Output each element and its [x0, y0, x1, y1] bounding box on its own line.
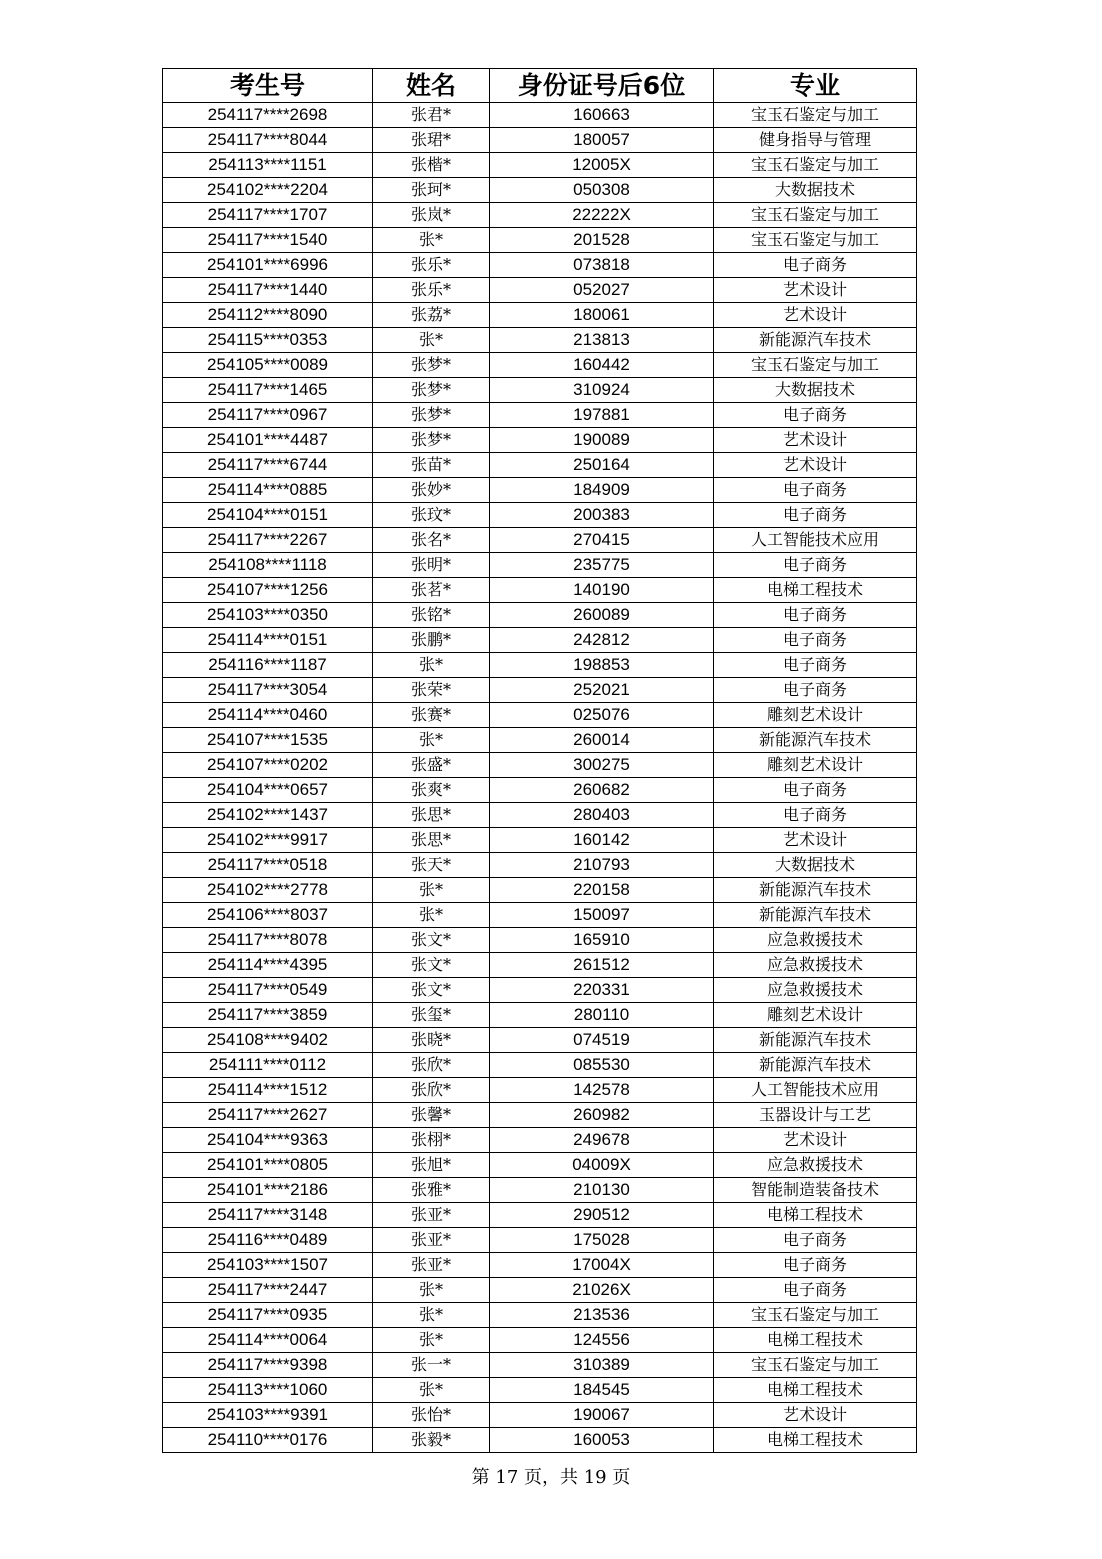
table-row	[163, 1178, 917, 1203]
id-last6-cell: 260682	[490, 778, 714, 803]
id-last6-cell: 213536	[490, 1303, 714, 1328]
id-last6-cell: 142578	[490, 1078, 714, 1103]
name-cell: 张栩*	[373, 1128, 490, 1153]
candidate-number-cell: 254103****9391	[163, 1403, 373, 1428]
candidate-number-cell: 254101****6996	[163, 253, 373, 278]
major-cell: 智能制造装备技术	[714, 1178, 917, 1203]
table-row	[163, 578, 917, 603]
major-cell: 宝玉石鉴定与加工	[714, 1303, 917, 1328]
candidate-number-cell: 254117****3859	[163, 1003, 373, 1028]
id-last6-cell: 160442	[490, 353, 714, 378]
major-cell: 玉器设计与工艺	[714, 1103, 917, 1128]
major-cell: 应急救援技术	[714, 928, 917, 953]
name-cell: 张珺*	[373, 128, 490, 153]
table-row	[163, 953, 917, 978]
name-cell: 张爽*	[373, 778, 490, 803]
candidate-number-cell: 254112****8090	[163, 303, 373, 328]
major-cell: 电子商务	[714, 503, 917, 528]
major-cell: 电梯工程技术	[714, 1328, 917, 1353]
id-last6-cell: 200383	[490, 503, 714, 528]
candidate-number-cell: 254114****0460	[163, 703, 373, 728]
id-last6-cell: 074519	[490, 1028, 714, 1053]
major-cell: 新能源汽车技术	[714, 903, 917, 928]
major-cell: 应急救援技术	[714, 1153, 917, 1178]
name-cell: 张梦*	[373, 403, 490, 428]
id-last6-cell: 050308	[490, 178, 714, 203]
candidate-number-cell: 254117****1440	[163, 278, 373, 303]
name-cell: 张文*	[373, 928, 490, 953]
candidate-number-cell: 254117****1540	[163, 228, 373, 253]
name-cell: 张天*	[373, 853, 490, 878]
table-row	[163, 453, 917, 478]
major-cell: 雕刻艺术设计	[714, 1003, 917, 1028]
id-last6-cell: 17004X	[490, 1253, 714, 1278]
table-row	[163, 1028, 917, 1053]
table-row	[163, 278, 917, 303]
table-row	[163, 1228, 917, 1253]
table-row	[163, 1103, 917, 1128]
id-last6-cell: 085530	[490, 1053, 714, 1078]
major-cell: 新能源汽车技术	[714, 1053, 917, 1078]
candidate-number-cell: 254101****2186	[163, 1178, 373, 1203]
major-cell: 宝玉石鉴定与加工	[714, 353, 917, 378]
name-cell: 张文*	[373, 953, 490, 978]
major-cell: 宝玉石鉴定与加工	[714, 1353, 917, 1378]
major-cell: 大数据技术	[714, 178, 917, 203]
id-last6-cell: 160053	[490, 1428, 714, 1453]
candidate-number-cell: 254107****1535	[163, 728, 373, 753]
major-cell: 艺术设计	[714, 278, 917, 303]
table-row	[163, 878, 917, 903]
id-last6-cell: 160663	[490, 103, 714, 128]
major-cell: 电梯工程技术	[714, 1378, 917, 1403]
name-cell: 张楷*	[373, 153, 490, 178]
candidate-number-cell: 254107****1256	[163, 578, 373, 603]
name-cell: 张*	[373, 1303, 490, 1328]
candidate-number-cell: 254103****0350	[163, 603, 373, 628]
candidate-number-cell: 254117****3054	[163, 678, 373, 703]
table-row	[163, 1303, 917, 1328]
id-last6-cell: 290512	[490, 1203, 714, 1228]
table-row	[163, 1403, 917, 1428]
table-row	[163, 703, 917, 728]
page-number: 第 17 页，共 19 页	[471, 1467, 631, 1488]
table-row	[163, 728, 917, 753]
id-last6-cell: 280110	[490, 1003, 714, 1028]
major-cell: 新能源汽车技术	[714, 328, 917, 353]
name-cell: 张乐*	[373, 278, 490, 303]
name-cell: 张名*	[373, 528, 490, 553]
name-cell: 张*	[373, 328, 490, 353]
id-last6-cell: 124556	[490, 1328, 714, 1353]
name-cell: 张*	[373, 1328, 490, 1353]
candidate-number-cell: 254117****6744	[163, 453, 373, 478]
table-row	[163, 753, 917, 778]
id-last6-cell: 052027	[490, 278, 714, 303]
table-row	[163, 1203, 917, 1228]
id-last6-cell: 184909	[490, 478, 714, 503]
table-row	[163, 1328, 917, 1353]
candidate-number-cell: 254105****0089	[163, 353, 373, 378]
table-row	[163, 1003, 917, 1028]
candidate-number-cell: 254117****8078	[163, 928, 373, 953]
name-cell: 张乐*	[373, 253, 490, 278]
major-cell: 宝玉石鉴定与加工	[714, 203, 917, 228]
candidate-number-cell: 254102****1437	[163, 803, 373, 828]
id-last6-cell: 12005X	[490, 153, 714, 178]
major-cell: 艺术设计	[714, 428, 917, 453]
candidate-number-cell: 254117****9398	[163, 1353, 373, 1378]
name-cell: 张梦*	[373, 378, 490, 403]
major-cell: 应急救援技术	[714, 953, 917, 978]
id-last6-cell: 310924	[490, 378, 714, 403]
name-cell: 张珂*	[373, 178, 490, 203]
table-row	[163, 478, 917, 503]
table-row	[163, 228, 917, 253]
major-cell: 大数据技术	[714, 853, 917, 878]
name-cell: 张玺*	[373, 1003, 490, 1028]
id-last6-cell: 260089	[490, 603, 714, 628]
candidate-number-cell: 254101****0805	[163, 1153, 373, 1178]
id-last6-cell: 184545	[490, 1378, 714, 1403]
candidate-number-cell: 254117****1465	[163, 378, 373, 403]
candidate-number-cell: 254107****0202	[163, 753, 373, 778]
id-last6-cell: 252021	[490, 678, 714, 703]
candidate-number-cell: 254104****9363	[163, 1128, 373, 1153]
major-cell: 宝玉石鉴定与加工	[714, 103, 917, 128]
major-cell: 人工智能技术应用	[714, 528, 917, 553]
candidate-number-cell: 254117****0549	[163, 978, 373, 1003]
id-last6-cell: 198853	[490, 653, 714, 678]
table-body	[163, 103, 917, 1453]
candidate-number-cell: 254114****0151	[163, 628, 373, 653]
name-cell: 张*	[373, 228, 490, 253]
major-cell: 新能源汽车技术	[714, 878, 917, 903]
candidate-number-cell: 254117****8044	[163, 128, 373, 153]
table-row	[163, 628, 917, 653]
major-cell: 应急救援技术	[714, 978, 917, 1003]
id-last6-cell: 201528	[490, 228, 714, 253]
id-last6-cell: 165910	[490, 928, 714, 953]
id-last6-cell: 180061	[490, 303, 714, 328]
table-row	[163, 1253, 917, 1278]
id-last6-cell: 210793	[490, 853, 714, 878]
major-cell: 电子商务	[714, 403, 917, 428]
candidate-number-cell: 254104****0657	[163, 778, 373, 803]
header-major: 专业	[714, 69, 917, 103]
table-row	[163, 153, 917, 178]
id-last6-cell: 220331	[490, 978, 714, 1003]
table-row	[163, 803, 917, 828]
name-cell: 张梦*	[373, 428, 490, 453]
name-cell: 张欣*	[373, 1078, 490, 1103]
name-cell: 张妙*	[373, 478, 490, 503]
candidate-number-cell: 254103****1507	[163, 1253, 373, 1278]
table-row	[163, 303, 917, 328]
major-cell: 雕刻艺术设计	[714, 753, 917, 778]
major-cell: 电子商务	[714, 1278, 917, 1303]
table-row	[163, 603, 917, 628]
candidate-number-cell: 254111****0112	[163, 1053, 373, 1078]
name-cell: 张*	[373, 1378, 490, 1403]
table-row	[163, 1428, 917, 1453]
candidate-number-cell: 254113****1060	[163, 1378, 373, 1403]
major-cell: 电子商务	[714, 678, 917, 703]
major-cell: 电梯工程技术	[714, 578, 917, 603]
major-cell: 电子商务	[714, 553, 917, 578]
name-cell: 张怡*	[373, 1403, 490, 1428]
major-cell: 大数据技术	[714, 378, 917, 403]
candidate-number-cell: 254117****1707	[163, 203, 373, 228]
id-last6-cell: 21026X	[490, 1278, 714, 1303]
table-row	[163, 678, 917, 703]
id-last6-cell: 260982	[490, 1103, 714, 1128]
name-cell: 张亚*	[373, 1203, 490, 1228]
major-cell: 艺术设计	[714, 453, 917, 478]
id-last6-cell: 242812	[490, 628, 714, 653]
id-last6-cell: 04009X	[490, 1153, 714, 1178]
name-cell: 张*	[373, 878, 490, 903]
name-cell: 张盛*	[373, 753, 490, 778]
candidate-number-cell: 254108****1118	[163, 553, 373, 578]
name-cell: 张玟*	[373, 503, 490, 528]
id-last6-cell: 260014	[490, 728, 714, 753]
table-row	[163, 1353, 917, 1378]
table-row	[163, 828, 917, 853]
candidate-number-cell: 254117****2447	[163, 1278, 373, 1303]
major-cell: 电子商务	[714, 778, 917, 803]
major-cell: 人工智能技术应用	[714, 1078, 917, 1103]
major-cell: 新能源汽车技术	[714, 1028, 917, 1053]
id-last6-cell: 280403	[490, 803, 714, 828]
major-cell: 电子商务	[714, 478, 917, 503]
id-last6-cell: 175028	[490, 1228, 714, 1253]
candidate-number-cell: 254106****8037	[163, 903, 373, 928]
major-cell: 电子商务	[714, 1228, 917, 1253]
table-row	[163, 128, 917, 153]
table-row	[163, 253, 917, 278]
major-cell: 电梯工程技术	[714, 1428, 917, 1453]
table-row	[163, 1153, 917, 1178]
id-last6-cell: 197881	[490, 403, 714, 428]
name-cell: 张亚*	[373, 1228, 490, 1253]
name-cell: 张荔*	[373, 303, 490, 328]
id-last6-cell: 190089	[490, 428, 714, 453]
candidate-number-cell: 254116****0489	[163, 1228, 373, 1253]
header-row	[163, 69, 917, 103]
table-row	[163, 653, 917, 678]
major-cell: 电子商务	[714, 653, 917, 678]
candidate-number-cell: 254102****9917	[163, 828, 373, 853]
table-row	[163, 1053, 917, 1078]
name-cell: 张思*	[373, 803, 490, 828]
major-cell: 艺术设计	[714, 1128, 917, 1153]
header-id-last6: 身份证号后6位	[490, 69, 714, 103]
table-row	[163, 378, 917, 403]
name-cell: 张*	[373, 1278, 490, 1303]
candidate-number-cell: 254117****0967	[163, 403, 373, 428]
candidate-number-cell: 254117****3148	[163, 1203, 373, 1228]
table-row	[163, 1078, 917, 1103]
name-cell: 张晓*	[373, 1028, 490, 1053]
name-cell: 张君*	[373, 103, 490, 128]
name-cell: 张馨*	[373, 1103, 490, 1128]
name-cell: 张*	[373, 903, 490, 928]
major-cell: 电子商务	[714, 1253, 917, 1278]
admission-table	[162, 68, 917, 1453]
table-row	[163, 503, 917, 528]
major-cell: 新能源汽车技术	[714, 728, 917, 753]
candidate-number-cell: 254116****1187	[163, 653, 373, 678]
table-row	[163, 1278, 917, 1303]
table-row	[163, 553, 917, 578]
name-cell: 张鹏*	[373, 628, 490, 653]
candidate-number-cell: 254108****9402	[163, 1028, 373, 1053]
candidate-number-cell: 254117****0935	[163, 1303, 373, 1328]
candidate-number-cell: 254110****0176	[163, 1428, 373, 1453]
name-cell: 张岚*	[373, 203, 490, 228]
id-last6-cell: 270415	[490, 528, 714, 553]
name-cell: 张明*	[373, 553, 490, 578]
candidate-number-cell: 254102****2778	[163, 878, 373, 903]
candidate-number-cell: 254117****2267	[163, 528, 373, 553]
table-row	[163, 853, 917, 878]
candidate-number-cell: 254104****0151	[163, 503, 373, 528]
name-cell: 张思*	[373, 828, 490, 853]
id-last6-cell: 160142	[490, 828, 714, 853]
candidate-number-cell: 254117****2627	[163, 1103, 373, 1128]
id-last6-cell: 235775	[490, 553, 714, 578]
id-last6-cell: 140190	[490, 578, 714, 603]
id-last6-cell: 190067	[490, 1403, 714, 1428]
candidate-number-cell: 254113****1151	[163, 153, 373, 178]
name-cell: 张雅*	[373, 1178, 490, 1203]
table-header	[163, 69, 917, 103]
major-cell: 宝玉石鉴定与加工	[714, 153, 917, 178]
name-cell: 张铭*	[373, 603, 490, 628]
table-row	[163, 1378, 917, 1403]
table-row	[163, 328, 917, 353]
name-cell: 张梦*	[373, 353, 490, 378]
table-row	[163, 178, 917, 203]
table-row	[163, 928, 917, 953]
id-last6-cell: 025076	[490, 703, 714, 728]
table-row	[163, 778, 917, 803]
name-cell: 张旭*	[373, 1153, 490, 1178]
candidate-number-cell: 254115****0353	[163, 328, 373, 353]
id-last6-cell: 220158	[490, 878, 714, 903]
major-cell: 艺术设计	[714, 828, 917, 853]
table-row	[163, 528, 917, 553]
id-last6-cell: 22222X	[490, 203, 714, 228]
major-cell: 宝玉石鉴定与加工	[714, 228, 917, 253]
id-last6-cell: 073818	[490, 253, 714, 278]
table-row	[163, 428, 917, 453]
major-cell: 电子商务	[714, 253, 917, 278]
name-cell: 张*	[373, 728, 490, 753]
major-cell: 雕刻艺术设计	[714, 703, 917, 728]
name-cell: 张毅*	[373, 1428, 490, 1453]
table-row	[163, 353, 917, 378]
major-cell: 艺术设计	[714, 303, 917, 328]
id-last6-cell: 150097	[490, 903, 714, 928]
table-row	[163, 1128, 917, 1153]
table-row	[163, 103, 917, 128]
name-cell: 张*	[373, 653, 490, 678]
major-cell: 电子商务	[714, 603, 917, 628]
major-cell: 电梯工程技术	[714, 1203, 917, 1228]
candidate-number-cell: 254117****2698	[163, 103, 373, 128]
candidate-number-cell: 254101****4487	[163, 428, 373, 453]
header-name: 姓名	[373, 69, 490, 103]
name-cell: 张赛*	[373, 703, 490, 728]
major-cell: 健身指导与管理	[714, 128, 917, 153]
table-row	[163, 203, 917, 228]
name-cell: 张欣*	[373, 1053, 490, 1078]
name-cell: 张茗*	[373, 578, 490, 603]
id-last6-cell: 210130	[490, 1178, 714, 1203]
major-cell: 艺术设计	[714, 1403, 917, 1428]
id-last6-cell: 249678	[490, 1128, 714, 1153]
candidate-number-cell: 254102****2204	[163, 178, 373, 203]
table-row	[163, 978, 917, 1003]
name-cell: 张苗*	[373, 453, 490, 478]
candidate-number-cell: 254114****0064	[163, 1328, 373, 1353]
candidate-number-cell: 254114****4395	[163, 953, 373, 978]
name-cell: 张一*	[373, 1353, 490, 1378]
candidate-number-cell: 254114****1512	[163, 1078, 373, 1103]
candidate-number-cell: 254114****0885	[163, 478, 373, 503]
id-last6-cell: 310389	[490, 1353, 714, 1378]
name-cell: 张亚*	[373, 1253, 490, 1278]
id-last6-cell: 213813	[490, 328, 714, 353]
name-cell: 张文*	[373, 978, 490, 1003]
table-row	[163, 903, 917, 928]
id-last6-cell: 261512	[490, 953, 714, 978]
header-candidate-number: 考生号	[163, 69, 373, 103]
major-cell: 电子商务	[714, 803, 917, 828]
id-last6-cell: 250164	[490, 453, 714, 478]
major-cell: 电子商务	[714, 628, 917, 653]
table-row	[163, 403, 917, 428]
name-cell: 张荣*	[373, 678, 490, 703]
id-last6-cell: 300275	[490, 753, 714, 778]
id-last6-cell: 180057	[490, 128, 714, 153]
candidate-number-cell: 254117****0518	[163, 853, 373, 878]
